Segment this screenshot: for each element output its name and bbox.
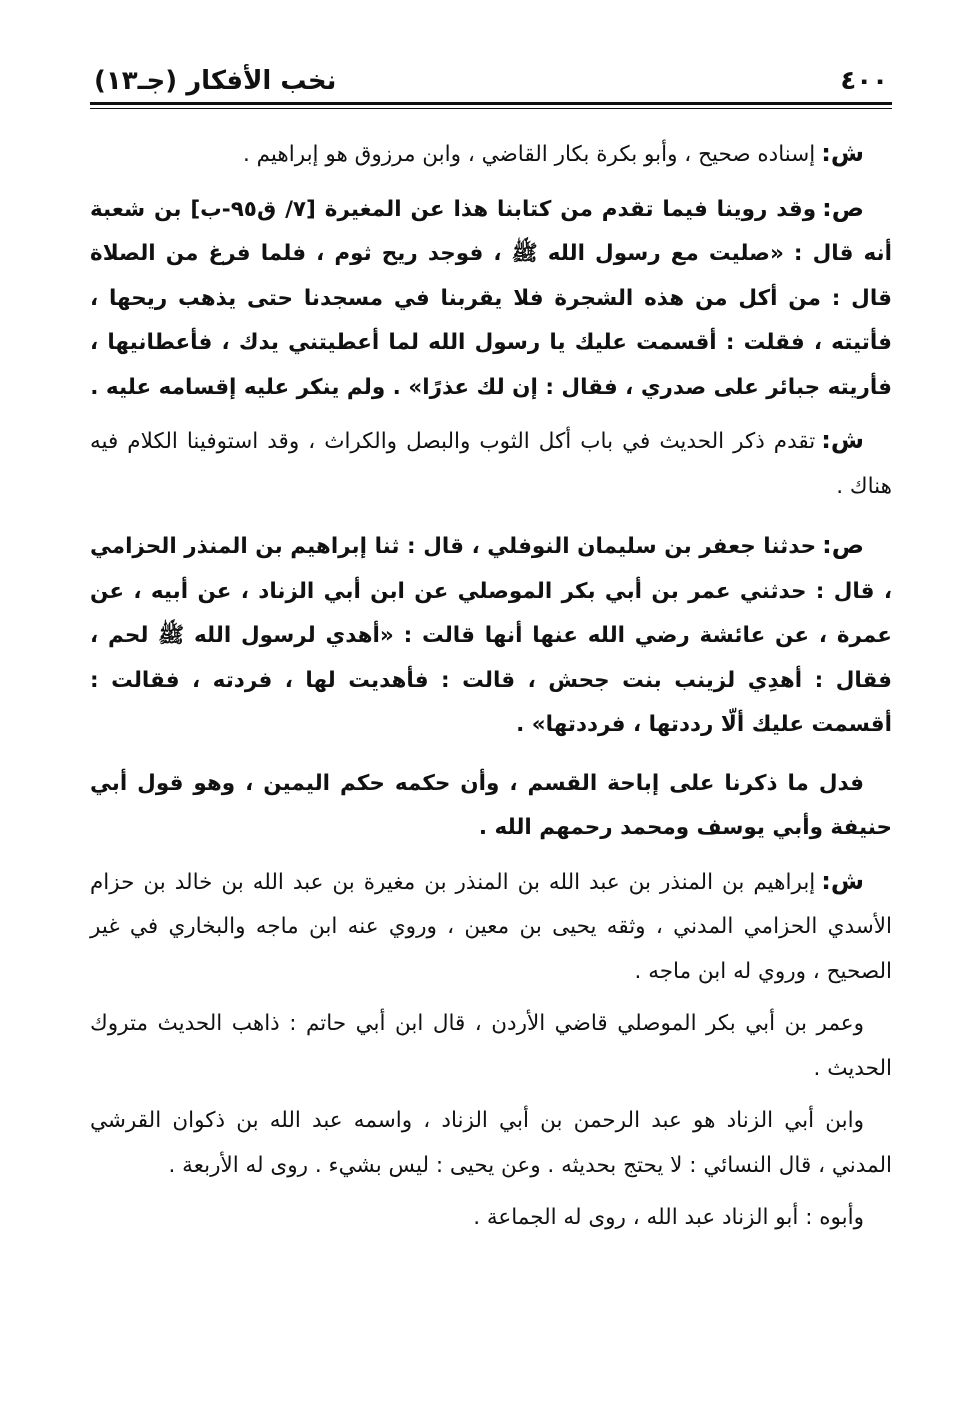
page-header (90, 62, 892, 100)
paragraph-4 (90, 523, 892, 748)
paragraph-2 (90, 186, 892, 411)
paragraph-8 (90, 1099, 892, 1188)
paragraph-text: إسناده صحيح ، وأبو بكرة بكار القاضي ، وابن مرزوق هو إبراهيم . (242, 142, 816, 167)
paragraph-text: وعمر بن أبي بكر الموصلي قاضي الأردن ، قال ابن أبي حاتم : ذاهب الحديث متروك الحديث . (90, 1011, 892, 1081)
header-rule-thick (90, 102, 892, 105)
paragraph-text: وابن أبي الزناد هو عبد الرحمن بن أبي الزناد ، واسمه عبد الله بن ذكوان القرشي المدني ، قال النسائي : لا يحتج بحديثه . وعن يحيى : ليس بشيء . روى له الأربعة . (90, 1108, 892, 1178)
page-number: ٤٠٠ (840, 66, 888, 96)
header-rule-thin (90, 108, 892, 109)
paragraph-tag: ش: (821, 426, 864, 454)
paragraph-5 (90, 762, 892, 851)
paragraph-text: حدثنا جعفر بن سليمان النوفلي ، قال : ثنا إبراهيم بن المنذر الحزامي ، قال : حدثني عمر بن أبي بكر الموصلي عن ابن أبي الزناد ، عن أبيه ، عن عمرة ، عن عائشة رضي الله عنها أنها قالت : «أهدي لرسول الله ﷺ لحم ، فقال : أهدِي لزينب بنت جحش ، قالت : فأهديت لها ، فردته ، فقالت : أقسمت عليك ألّا رددتها ، فرددتها» . (90, 534, 892, 737)
paragraph-tag: ص: (822, 531, 864, 559)
paragraph-tag: ش: (821, 866, 864, 895)
paragraph-text: إبراهيم بن المنذر بن عبد الله بن المنذر بن مغيرة بن عبد الله بن خالد بن حزام الأسدي الحزامي المدني ، وثقه يحيى بن معين ، وروي عنه ابن ماجه والبخاري في غير الصحيح ، وروي له ابن ماجه . (90, 869, 892, 984)
page-body (90, 131, 892, 1241)
paragraph-6 (90, 859, 892, 995)
paragraph-1 (90, 131, 892, 178)
paragraph-text: وأبوه : أبو الزناد عبد الله ، روى له الجماعة . (473, 1205, 864, 1230)
paragraph-text: تقدم ذكر الحديث في باب أكل الثوب والبصل والكراث ، وقد استوفينا الكلام فيه هناك . (90, 429, 892, 499)
paragraph-9 (90, 1196, 892, 1241)
paragraph-text: وقد روينا فيما تقدم من كتابنا هذا عن المغيرة [٧/ ق٩٥-ب] بن شعبة أنه قال : «صليت مع رسول الله ﷺ ، فوجد ريح ثوم ، فلما فرغ من الصلاة قال : من أكل من هذه الشجرة فلا يقربنا في مسجدنا حتى يذهب ريحها ، فأتيته ، فقلت : أقسمت عليك يا رسول الله لما أعطيتني يدك ، فأعطانيها ، فأريته جبائر على صدري ، فقال : إن لك عذرًا» . ولم ينكر عليه إقسامه عليه . (90, 196, 892, 400)
paragraph-3 (90, 418, 892, 509)
paragraph-7 (90, 1002, 892, 1091)
paragraph-text: فدل ما ذكرنا على إباحة القسم ، وأن حكمه حكم اليمين ، وهو قول أبي حنيفة وأبي يوسف ومحمد رحمهم الله . (90, 770, 892, 840)
book-title: نخب الأفكار (جـ١٣) (94, 66, 337, 96)
paragraph-tag: ش: (821, 139, 864, 167)
paragraph-tag: ص: (822, 193, 864, 222)
